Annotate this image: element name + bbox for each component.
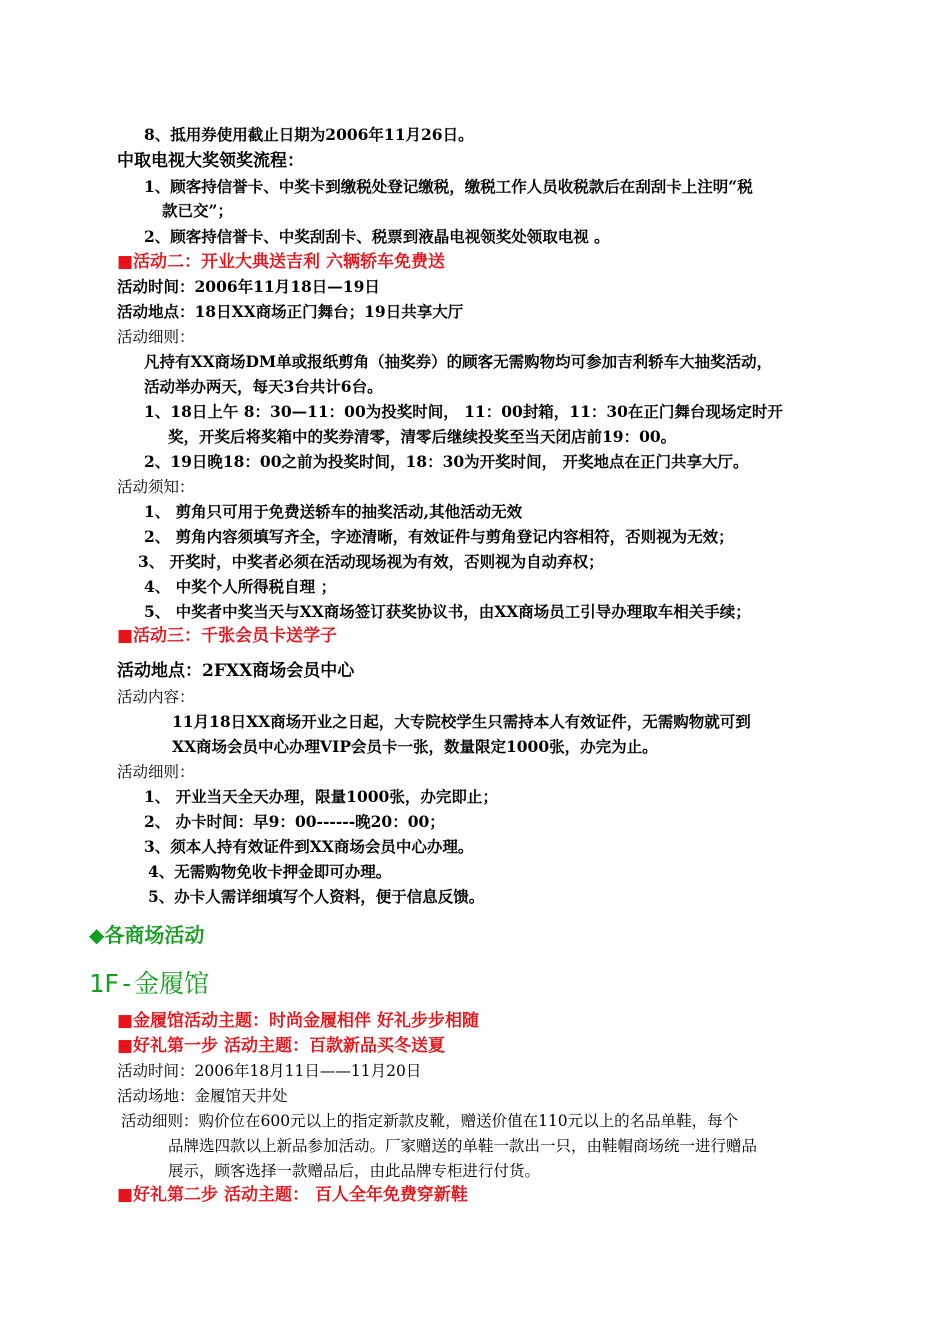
heading-gift-step-1: ■好礼第一步 活动主题：百款新品买冬送夏 [117,1036,445,1056]
line-a3-rule-1: 1、 开业当天全天办理，限量1000张，办完即止； [144,787,498,806]
line-tv-step-1: 1、顾客持信誉卡、中奖卡到缴税处登记缴税，缴税工作人员收税款后在刮刮卡上注明“税 [144,177,753,196]
line-a3-rule-4: 4、无需购物免收卡押金即可办理。 [148,862,392,881]
line-a2-rules-intro: 凡持有XX商场DM单或报纸剪角（抽奖券）的顾客无需购物均可参加吉利轿车大抽奖活动， [144,352,773,371]
line-a3-content-cont: XX商场会员中心办理VIP会员卡一张，数量限定1000张，办完为止。 [172,737,658,756]
line-a2-notes-label: 活动须知： [117,478,195,496]
line-step1-time: 活动时间：2006年18月11日——11月20日 [117,1062,422,1080]
heading-jinlv-theme: ■金履馆活动主题：时尚金履相伴 好礼步步相随 [117,1011,479,1031]
line-a2-place: 活动地点：18日XX商场正门舞台；19日共享大厅 [117,302,464,321]
line-a3-content: 11月18日XX商场开业之日起，大专院校学生只需持本人有效证件，无需购物就可到 [172,712,751,731]
line-tv-step-2: 2、顾客持信誉卡、中奖刮刮卡、税票到液晶电视领奖处领取电视 。 [144,227,610,246]
line-a2-rules-intro-cont: 活动举办两天，每天3台共计6台。 [144,377,383,396]
line-a2-note-5: 5、 中奖者中奖当天与XX商场签订获奖协议书，由XX商场员工引导办理取车相关手续； [144,602,751,621]
line-a2-rules-label: 活动细则： [117,328,195,346]
line-a2-rule-1-cont: 奖，开奖后将奖箱中的奖券清零，清零后继续投奖至当天闭店前19：00。 [168,427,677,446]
line-tv-prize-heading: 中取电视大奖领奖流程： [117,151,304,171]
line-step1-rules: 活动细则：购价位在600元以上的指定新款皮靴，赠送价值在110元以上的名品单鞋，每个 [121,1112,739,1130]
line-a3-rules-label: 活动细则： [117,763,195,781]
line-tv-step-1-cont: 款已交”； [162,201,233,220]
line-a3-place: 活动地点：2FXX商场会员中心 [117,661,355,681]
line-step1-place: 活动场地：金履馆天井处 [117,1087,288,1105]
line-step1-rules-cont-1: 品牌选四款以上新品参加活动。厂家赠送的单鞋一款出一只，由鞋帽商场统一进行赠品 [168,1137,758,1155]
line-a2-note-3: 3、 开奖时，中奖者必须在活动现场视为有效，否则视为自动弃权； [138,552,604,571]
line-a3-content-label: 活动内容： [117,688,195,706]
line-a2-time: 活动时间：2006年11月18日—19日 [117,277,380,296]
heading-activity-2: ■活动二：开业大典送吉利 六辆轿车免费送 [117,252,445,272]
heading-gift-step-2: ■好礼第二步 活动主题： 百人全年免费穿新鞋 [117,1185,468,1205]
line-a3-rule-5: 5、办卡人需详细填写个人资料，便于信息反馈。 [148,887,485,906]
line-a2-note-1: 1、 剪角只可用于免费送轿车的抽奖活动,其他活动无效 [144,502,523,521]
line-a3-rule-2: 2、 办卡时间：早9：00------晚20：00； [144,812,445,831]
heading-activity-3: ■活动三：千张会员卡送学子 [117,626,338,646]
line-a2-note-2: 2、 剪角内容须填写齐全，字迹清晰，有效证件与剪角登记内容相符，否则视为无效； [144,527,734,546]
line-a2-rule-2: 2、19日晚18：00之前为投奖时间，18：30为开奖时间， 开奖地点在正门共享大厅。 [144,452,749,471]
heading-1f-jinlv: 1F-金履馆 [89,969,210,998]
line-coupon-deadline: 8、抵用券使用截止日期为2006年11月26日。 [144,125,474,144]
line-a3-rule-3: 3、须本人持有效证件到XX商场会员中心办理。 [144,837,474,856]
line-a2-rule-1: 1、18日上午 8：30—11：00为投奖时间， 11：00封箱，11：30在正门舞台现场定时开 [144,402,783,421]
line-step1-rules-cont-2: 展示，顾客选择一款赠品后，由此品牌专柜进行付货。 [168,1162,541,1180]
line-a2-note-4: 4、 中奖个人所得税自理 ； [144,577,337,596]
heading-store-activities: ◆各商场活动 [89,923,205,947]
